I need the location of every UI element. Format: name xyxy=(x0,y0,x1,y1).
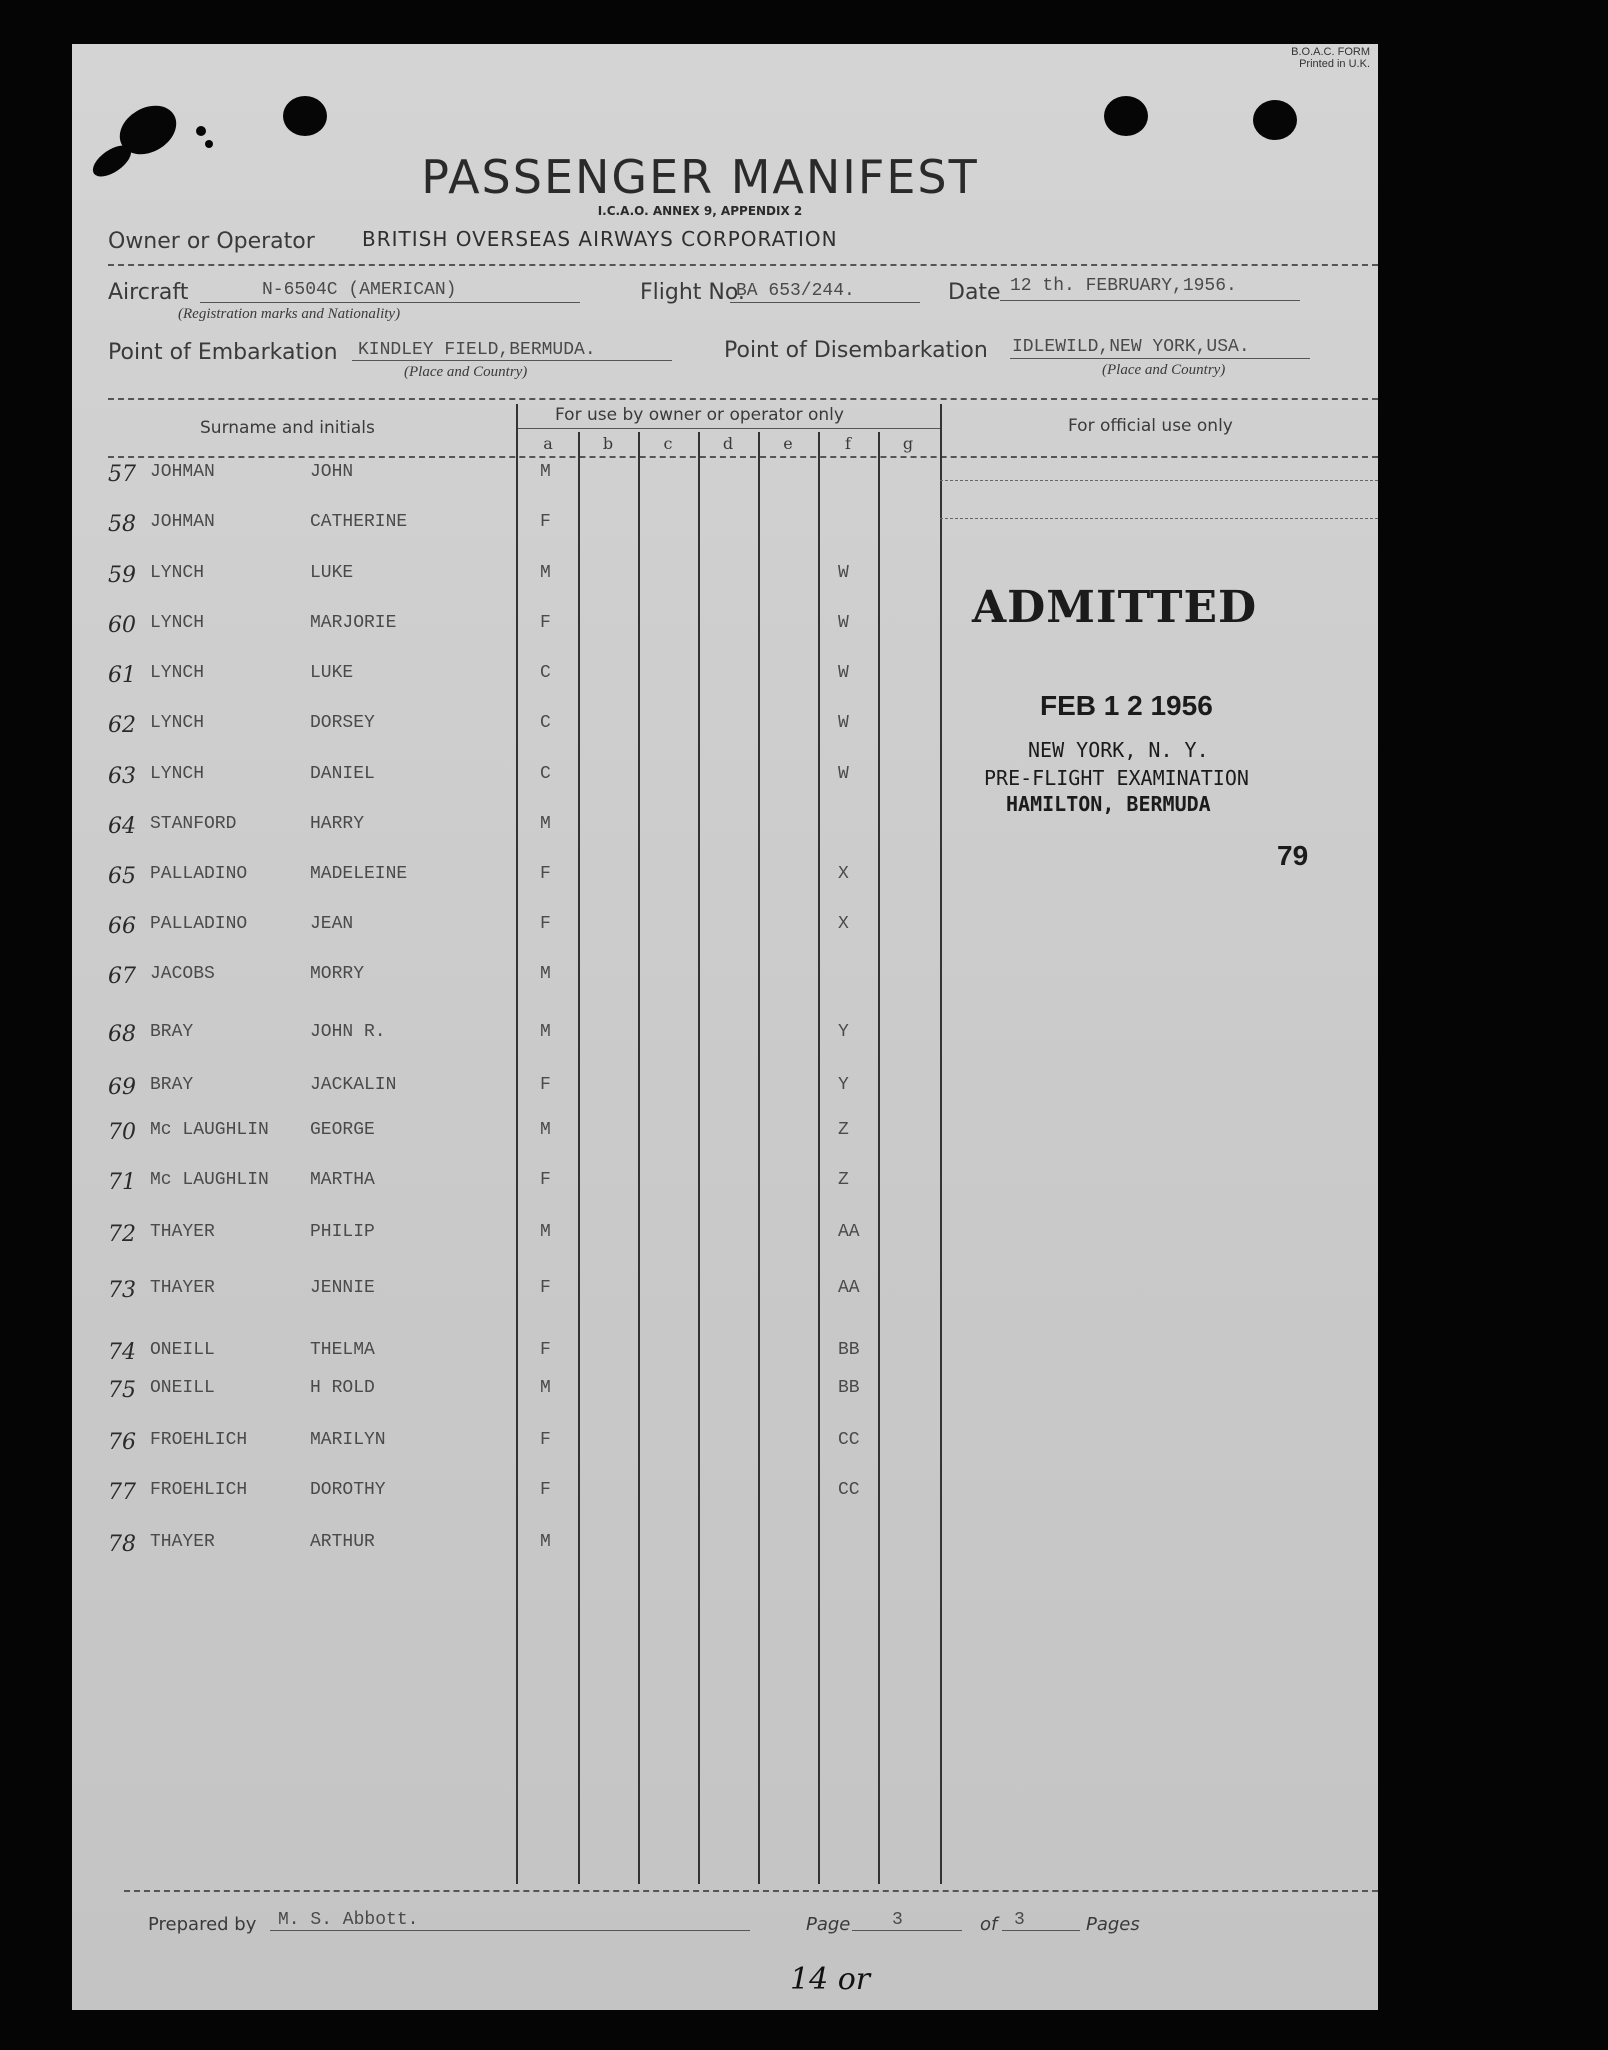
passenger-sex: M xyxy=(540,1532,551,1552)
passenger-number: 67 xyxy=(108,964,136,989)
column-line xyxy=(818,432,820,1884)
embarkation-label: Point of Embarkation xyxy=(108,340,338,365)
passenger-sex: F xyxy=(540,613,551,633)
passenger-surname: Mc LAUGHLIN xyxy=(150,1170,269,1190)
official-use-header: For official use only xyxy=(1068,416,1233,436)
passenger-number: 73 xyxy=(108,1278,136,1303)
passenger-given-name: JEAN xyxy=(310,914,354,934)
aircraft-label: Aircraft xyxy=(108,280,189,305)
table-row xyxy=(0,1170,1300,1200)
punch-hole xyxy=(1104,96,1148,136)
passenger-sex: M xyxy=(540,563,551,583)
passenger-sex: M xyxy=(540,1222,551,1242)
col-d-header: d xyxy=(722,434,734,453)
passenger-sex: C xyxy=(540,663,551,683)
passenger-sex: M xyxy=(540,1120,551,1140)
owner-label: Owner or Operator xyxy=(108,229,315,254)
passenger-surname: FROEHLICH xyxy=(150,1430,248,1450)
prepared-value: M. S. Abbott. xyxy=(278,1910,419,1930)
aircraft-note: (Registration marks and Nationality) xyxy=(178,306,401,322)
column-line xyxy=(638,432,640,1884)
passenger-number: 75 xyxy=(108,1378,136,1403)
aircraft-underline xyxy=(200,302,580,303)
passenger-surname: PALLADINO xyxy=(150,864,248,884)
table-row xyxy=(0,1378,1300,1408)
passenger-group: AA xyxy=(838,1222,860,1242)
passenger-given-name: PHILIP xyxy=(310,1222,375,1242)
passenger-number: 77 xyxy=(108,1480,136,1505)
page-subtitle: I.C.A.O. ANNEX 9, APPENDIX 2 xyxy=(597,204,803,218)
passenger-group: W xyxy=(838,613,849,633)
prepared-label: Prepared by xyxy=(148,1914,257,1935)
of-label: of xyxy=(980,1914,998,1935)
passenger-given-name: JENNIE xyxy=(310,1278,375,1298)
passenger-surname: LYNCH xyxy=(150,764,205,784)
column-line xyxy=(758,432,760,1884)
passenger-number: 68 xyxy=(108,1022,136,1047)
table-row xyxy=(0,814,1300,844)
table-row xyxy=(0,1075,1300,1105)
passenger-surname: LYNCH xyxy=(150,713,205,733)
passenger-group: Z xyxy=(838,1120,849,1140)
passenger-surname: BRAY xyxy=(150,1022,194,1042)
of-underline xyxy=(1002,1930,1080,1931)
ink-blot xyxy=(196,126,206,136)
flight-underline xyxy=(730,302,920,303)
passenger-given-name: MARILYN xyxy=(310,1430,386,1450)
table-row xyxy=(0,512,1300,542)
column-line xyxy=(878,432,880,1884)
passenger-surname: JOHMAN xyxy=(150,462,215,482)
passenger-number: 61 xyxy=(108,663,136,688)
passenger-group: BB xyxy=(838,1378,860,1398)
table-row xyxy=(0,663,1300,693)
passenger-sex: F xyxy=(540,512,551,532)
disembarkation-underline xyxy=(1010,358,1310,359)
passenger-sex: M xyxy=(540,964,551,984)
passenger-group: Z xyxy=(838,1170,849,1190)
table-top-rule xyxy=(108,398,1378,400)
passenger-number: 64 xyxy=(108,814,136,839)
passenger-given-name: ARTHUR xyxy=(310,1532,375,1552)
embarkation-underline xyxy=(352,360,672,361)
flight-label: Flight No. xyxy=(640,280,745,305)
passenger-sex: F xyxy=(540,1278,551,1298)
passenger-surname: LYNCH xyxy=(150,663,205,683)
passenger-group: W xyxy=(838,663,849,683)
passenger-given-name: LUKE xyxy=(310,563,354,583)
passenger-given-name: DORSEY xyxy=(310,713,375,733)
col-e-header: e xyxy=(783,434,793,453)
passenger-number: 65 xyxy=(108,864,136,889)
passenger-number: 72 xyxy=(108,1222,136,1247)
passenger-group: AA xyxy=(838,1278,860,1298)
passenger-surname: ONEILL xyxy=(150,1378,215,1398)
table-row xyxy=(0,1340,1300,1370)
passenger-surname: JOHMAN xyxy=(150,512,215,532)
page-title: PASSENGER MANIFEST xyxy=(421,150,979,204)
table-row xyxy=(0,1532,1300,1562)
flight-value: BA 653/244. xyxy=(736,281,855,301)
admitted-stamp: ADMITTED xyxy=(972,582,1258,633)
passenger-surname: PALLADINO xyxy=(150,914,248,934)
passenger-sex: M xyxy=(540,1378,551,1398)
passenger-given-name: MORRY xyxy=(310,964,365,984)
passenger-surname: JACOBS xyxy=(150,964,215,984)
ink-blot xyxy=(205,140,213,148)
owner-value: BRITISH OVERSEAS AIRWAYS CORPORATION xyxy=(362,227,838,251)
passenger-sex: F xyxy=(540,914,551,934)
stamp-place: HAMILTON, BERMUDA xyxy=(1006,792,1211,816)
table-row xyxy=(0,864,1300,894)
handwritten-note: 14 or xyxy=(790,1962,871,1997)
table-row xyxy=(0,914,1300,944)
owner-use-header: For use by owner or operator only xyxy=(555,405,844,425)
passenger-given-name: H ROLD xyxy=(310,1378,375,1398)
table-row xyxy=(0,1120,1300,1150)
passenger-surname: STANFORD xyxy=(150,814,237,834)
disembarkation-note: (Place and Country) xyxy=(1102,362,1226,378)
passenger-given-name: THELMA xyxy=(310,1340,375,1360)
owner-header-rule xyxy=(518,428,940,429)
passenger-given-name: CATHERINE xyxy=(310,512,408,532)
passenger-sex: F xyxy=(540,864,551,884)
date-label: Date xyxy=(948,280,1001,305)
passenger-given-name: JOHN xyxy=(310,462,354,482)
passenger-group: Y xyxy=(838,1075,849,1095)
passenger-number: 58 xyxy=(108,512,136,537)
column-line xyxy=(578,432,580,1884)
passenger-sex: F xyxy=(540,1340,551,1360)
col-c-header: c xyxy=(663,434,673,453)
passenger-surname: LYNCH xyxy=(150,613,205,633)
passenger-given-name: GEORGE xyxy=(310,1120,375,1140)
passenger-given-name: JOHN R. xyxy=(310,1022,386,1042)
passenger-sex: F xyxy=(540,1430,551,1450)
column-line xyxy=(698,432,700,1884)
stamp-exam: PRE-FLIGHT EXAMINATION xyxy=(984,766,1249,790)
passenger-group: X xyxy=(838,864,849,884)
divider xyxy=(108,264,1378,266)
passenger-sex: M xyxy=(540,814,551,834)
passenger-given-name: DANIEL xyxy=(310,764,375,784)
passenger-sex: C xyxy=(540,764,551,784)
passenger-group: W xyxy=(838,563,849,583)
punch-hole xyxy=(283,96,327,136)
table-row xyxy=(0,1022,1300,1052)
passenger-group: CC xyxy=(838,1480,860,1500)
embarkation-value: KINDLEY FIELD,BERMUDA. xyxy=(358,340,596,360)
disembarkation-label: Point of Disembarkation xyxy=(724,338,988,363)
page-underline xyxy=(852,1930,962,1931)
passenger-surname: BRAY xyxy=(150,1075,194,1095)
passenger-number: 71 xyxy=(108,1170,136,1195)
page-label: Page xyxy=(806,1914,851,1935)
table-row xyxy=(0,1222,1300,1252)
passenger-number: 57 xyxy=(108,462,136,487)
passenger-number: 59 xyxy=(108,563,136,588)
passenger-given-name: JACKALIN xyxy=(310,1075,397,1095)
header-bottom-rule xyxy=(108,456,1378,458)
passenger-number: 76 xyxy=(108,1430,136,1455)
passenger-number: 62 xyxy=(108,713,136,738)
passenger-surname: THAYER xyxy=(150,1532,215,1552)
table-row xyxy=(0,462,1300,492)
date-underline xyxy=(1000,300,1300,301)
passenger-given-name: DOROTHY xyxy=(310,1480,386,1500)
form-print-note: B.O.A.C. FORM Printed in U.K. xyxy=(1291,46,1370,70)
passenger-number: 70 xyxy=(108,1120,136,1145)
page-value: 3 xyxy=(892,1910,903,1930)
passenger-sex: M xyxy=(540,1022,551,1042)
col-g-header: g xyxy=(902,434,914,453)
stamp-location: NEW YORK, N. Y. xyxy=(1028,738,1209,762)
passenger-surname: LYNCH xyxy=(150,563,205,583)
prepared-underline xyxy=(270,1930,750,1931)
passenger-given-name: MARJORIE xyxy=(310,613,397,633)
passenger-number: 66 xyxy=(108,914,136,939)
col-f-header: f xyxy=(845,434,851,453)
passenger-group: BB xyxy=(838,1340,860,1360)
passenger-given-name: LUKE xyxy=(310,663,354,683)
passenger-group: Y xyxy=(838,1022,849,1042)
passenger-group: W xyxy=(838,764,849,784)
passenger-sex: M xyxy=(540,462,551,482)
passenger-number: 63 xyxy=(108,764,136,789)
passenger-sex: F xyxy=(540,1170,551,1190)
passenger-surname: ONEILL xyxy=(150,1340,215,1360)
passenger-given-name: HARRY xyxy=(310,814,365,834)
passenger-surname: THAYER xyxy=(150,1222,215,1242)
passenger-number: 74 xyxy=(108,1340,136,1365)
col-b-header: b xyxy=(602,434,614,453)
of-value: 3 xyxy=(1014,1910,1025,1930)
aircraft-value: N-6504C (AMERICAN) xyxy=(262,280,457,300)
stamp-number: 79 xyxy=(1277,840,1309,871)
passenger-given-name: MADELEINE xyxy=(310,864,408,884)
surname-column-header: Surname and initials xyxy=(200,418,375,438)
stamp-date: FEB 1 2 1956 xyxy=(1040,690,1213,721)
table-row xyxy=(0,964,1300,994)
passenger-surname: FROEHLICH xyxy=(150,1480,248,1500)
passenger-number: 78 xyxy=(108,1532,136,1557)
passenger-given-name: MARTHA xyxy=(310,1170,375,1190)
passenger-sex: F xyxy=(540,1480,551,1500)
passenger-number: 69 xyxy=(108,1075,136,1100)
passenger-group: W xyxy=(838,713,849,733)
col-a-header: a xyxy=(543,434,553,453)
date-value: 12 th. FEBRUARY,1956. xyxy=(1010,276,1237,296)
embarkation-note: (Place and Country) xyxy=(404,364,528,380)
passenger-sex: F xyxy=(540,1075,551,1095)
punch-hole xyxy=(1253,100,1297,140)
passenger-group: X xyxy=(838,914,849,934)
passenger-group: CC xyxy=(838,1430,860,1450)
table-row xyxy=(0,1480,1300,1510)
table-row xyxy=(0,1430,1300,1460)
disembarkation-value: IDLEWILD,NEW YORK,USA. xyxy=(1012,337,1250,357)
passenger-number: 60 xyxy=(108,613,136,638)
table-row xyxy=(0,1278,1300,1308)
footer-rule xyxy=(124,1890,1378,1892)
passenger-sex: C xyxy=(540,713,551,733)
passenger-surname: THAYER xyxy=(150,1278,215,1298)
passenger-surname: Mc LAUGHLIN xyxy=(150,1120,269,1140)
pages-label: Pages xyxy=(1086,1914,1140,1935)
